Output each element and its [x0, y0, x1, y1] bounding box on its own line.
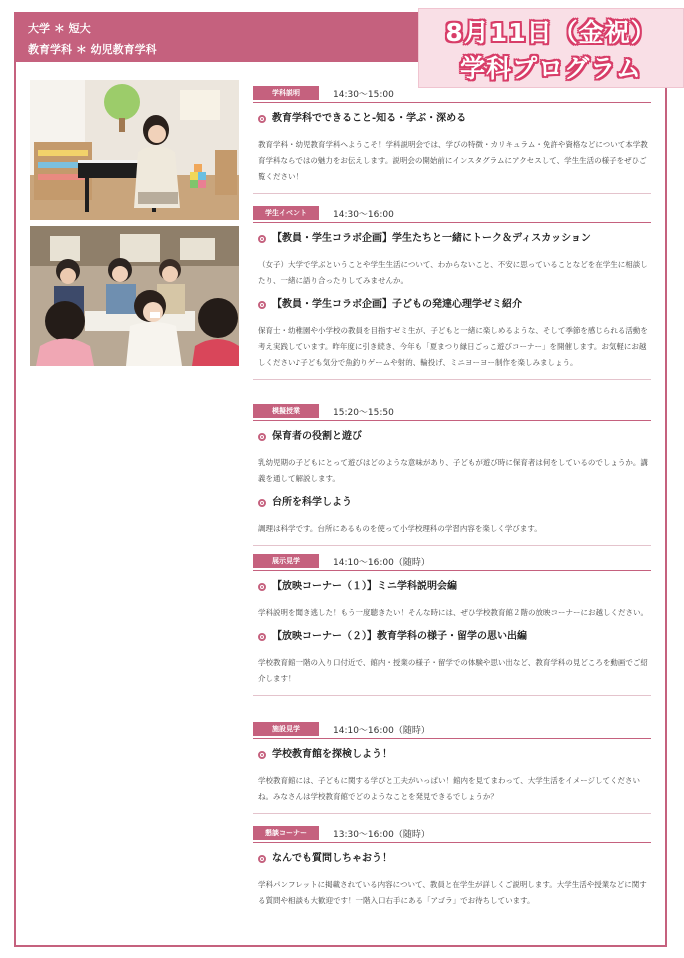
section-header [253, 404, 651, 421]
date-stamp [418, 8, 684, 88]
program-title: 【放映コーナー（２）】教育学科の様子・留学の思い出編 [253, 630, 651, 644]
circle-bullet-icon [258, 433, 266, 441]
program-item [253, 112, 651, 185]
circle-bullet-icon [258, 583, 266, 591]
program-title: なんでも質問しちゃおう！ [253, 852, 651, 866]
time-range: 14:30〜16:00 [333, 210, 394, 220]
time-range: 15:20〜15:50 [333, 408, 394, 418]
program-description: 学校教育館一階の入り口付近で、館内・授業の様子・留学での体験や思い出など、教育学科の見どころを動画でご紹介します！ [258, 658, 648, 683]
program-title: 学校教育館を探検しよう！ [253, 748, 651, 762]
divider [253, 379, 651, 380]
header-line-1: 大学 ＊ 短大 [28, 22, 91, 35]
program-description: 調理は科学です。台所にあるものを使って小学校理科の学習内容を楽しく学びます。 [258, 524, 542, 533]
category-tag: 模擬授業 [253, 404, 319, 418]
program-description: 学科説明を聞き逃した！もう一度聴きたい！そんな時には、ぜひ学校教育館２階の放映コーナーにお越しください。 [258, 608, 648, 617]
time-range: 14:10〜16:00（随時） [333, 558, 430, 568]
program-title: 教育学科でできること-知る・学ぶ・深める [253, 112, 651, 126]
section-shisetsu-kengaku [253, 722, 651, 814]
program-description: （女子）大学で学ぶということや学生生活について、わからないこと、不安に思っていることなどを在学生に相談したり、一緒に語り合ったりしてみませんか。 [258, 260, 648, 285]
program-item [253, 630, 651, 687]
section-header [253, 206, 651, 223]
section-header [253, 722, 651, 739]
circle-bullet-icon [258, 301, 266, 309]
program-description: 教育学科・幼児教育学科へようこそ！学科説明会では、学びの特徴・カリキュラム・免許や資格などについて本学教育学科ならではの魅力をお伝えします。説明会の開始前にインスタグラムにアクセスして、学生生活の様子をぜひご覧ください！ [258, 140, 648, 181]
circle-bullet-icon [258, 751, 266, 759]
divider [253, 695, 651, 696]
program-item [253, 430, 651, 487]
category-tag: 展示見学 [253, 554, 319, 568]
program-description: 保育士・幼稚園や小学校の教員を目指すゼミ生が、子どもと一緒に楽しめるような、そして季節を感じられる活動を考え実践しています。昨年度に引き続き、今年も「夏まつり縁日ごっこ遊びコーナー」を開催します。お気軽にお越しください♪子ども気分で魚釣りゲームや射的、輪投げ、ミニヨーヨー制作を楽しみましょう。 [258, 326, 648, 367]
circle-bullet-icon [258, 855, 266, 863]
category-tag: 懇談コーナー [253, 826, 319, 840]
program-item [253, 496, 651, 537]
program-description: 乳幼児期の子どもにとって遊びはどのような意味があり、子どもが遊び時に保育者は何をしているのでしょうか。講義を通して解説します。 [258, 458, 648, 483]
program-item [253, 852, 651, 909]
program-item [253, 298, 651, 371]
time-range: 14:10〜16:00（随時） [333, 726, 430, 736]
program-item [253, 748, 651, 805]
photo-student-discussion [30, 226, 239, 366]
program-title: 【教員・学生コラボ企画】学生たちと一緒にトーク＆ディスカッション [253, 232, 651, 246]
program-item [253, 232, 651, 289]
circle-bullet-icon [258, 115, 266, 123]
time-range: 13:30〜16:00（随時） [333, 830, 430, 840]
section-mogi-jugyo [253, 404, 651, 546]
stamp-date: 8月11日（金祝） [445, 18, 657, 47]
circle-bullet-icon [258, 235, 266, 243]
divider [253, 545, 651, 546]
program-description: 学校教育館には、子どもに関する学びと工夫がいっぱい！館内を見てまわって、大学生活をイメージしてくださいね。みなさんは学校教育館でどのようなことを発見できるでしょうか？ [258, 776, 641, 801]
category-tag: 学生イベント [253, 206, 319, 220]
section-gakusei-event [253, 206, 651, 380]
time-range: 14:30〜15:00 [333, 90, 394, 100]
header-line-2: 教育学科 ＊ 幼児教育学科 [28, 43, 157, 56]
section-header [253, 86, 651, 103]
circle-bullet-icon [258, 499, 266, 507]
section-header [253, 826, 651, 843]
program-item [253, 580, 651, 621]
category-tag: 学科説明 [253, 86, 319, 100]
section-kondan-corner [253, 826, 651, 909]
stamp-program: 学科プログラム [460, 54, 642, 83]
circle-bullet-icon [258, 633, 266, 641]
program-title: 【放映コーナー（１）】ミニ学科説明会編 [253, 580, 651, 594]
divider [253, 813, 651, 814]
program-description: 学科パンフレットに掲載されている内容について、教員と在学生が詳しくご説明します。大学生活や授業などに関する質問や相談も大歓迎です！一階入口右手にある「アゴラ」でお待ちしています。 [258, 880, 647, 905]
section-gakka-setsumei [253, 86, 651, 194]
section-tenji-kengaku [253, 554, 651, 696]
category-tag: 施設見学 [253, 722, 319, 736]
program-title: 保育者の役割と遊び [253, 430, 651, 444]
divider [253, 193, 651, 194]
photo-piano-lesson [30, 80, 239, 220]
program-title: 【教員・学生コラボ企画】子どもの発達心理学ゼミ紹介 [253, 298, 651, 312]
program-title: 台所を科学しよう [253, 496, 651, 510]
section-header [253, 554, 651, 571]
